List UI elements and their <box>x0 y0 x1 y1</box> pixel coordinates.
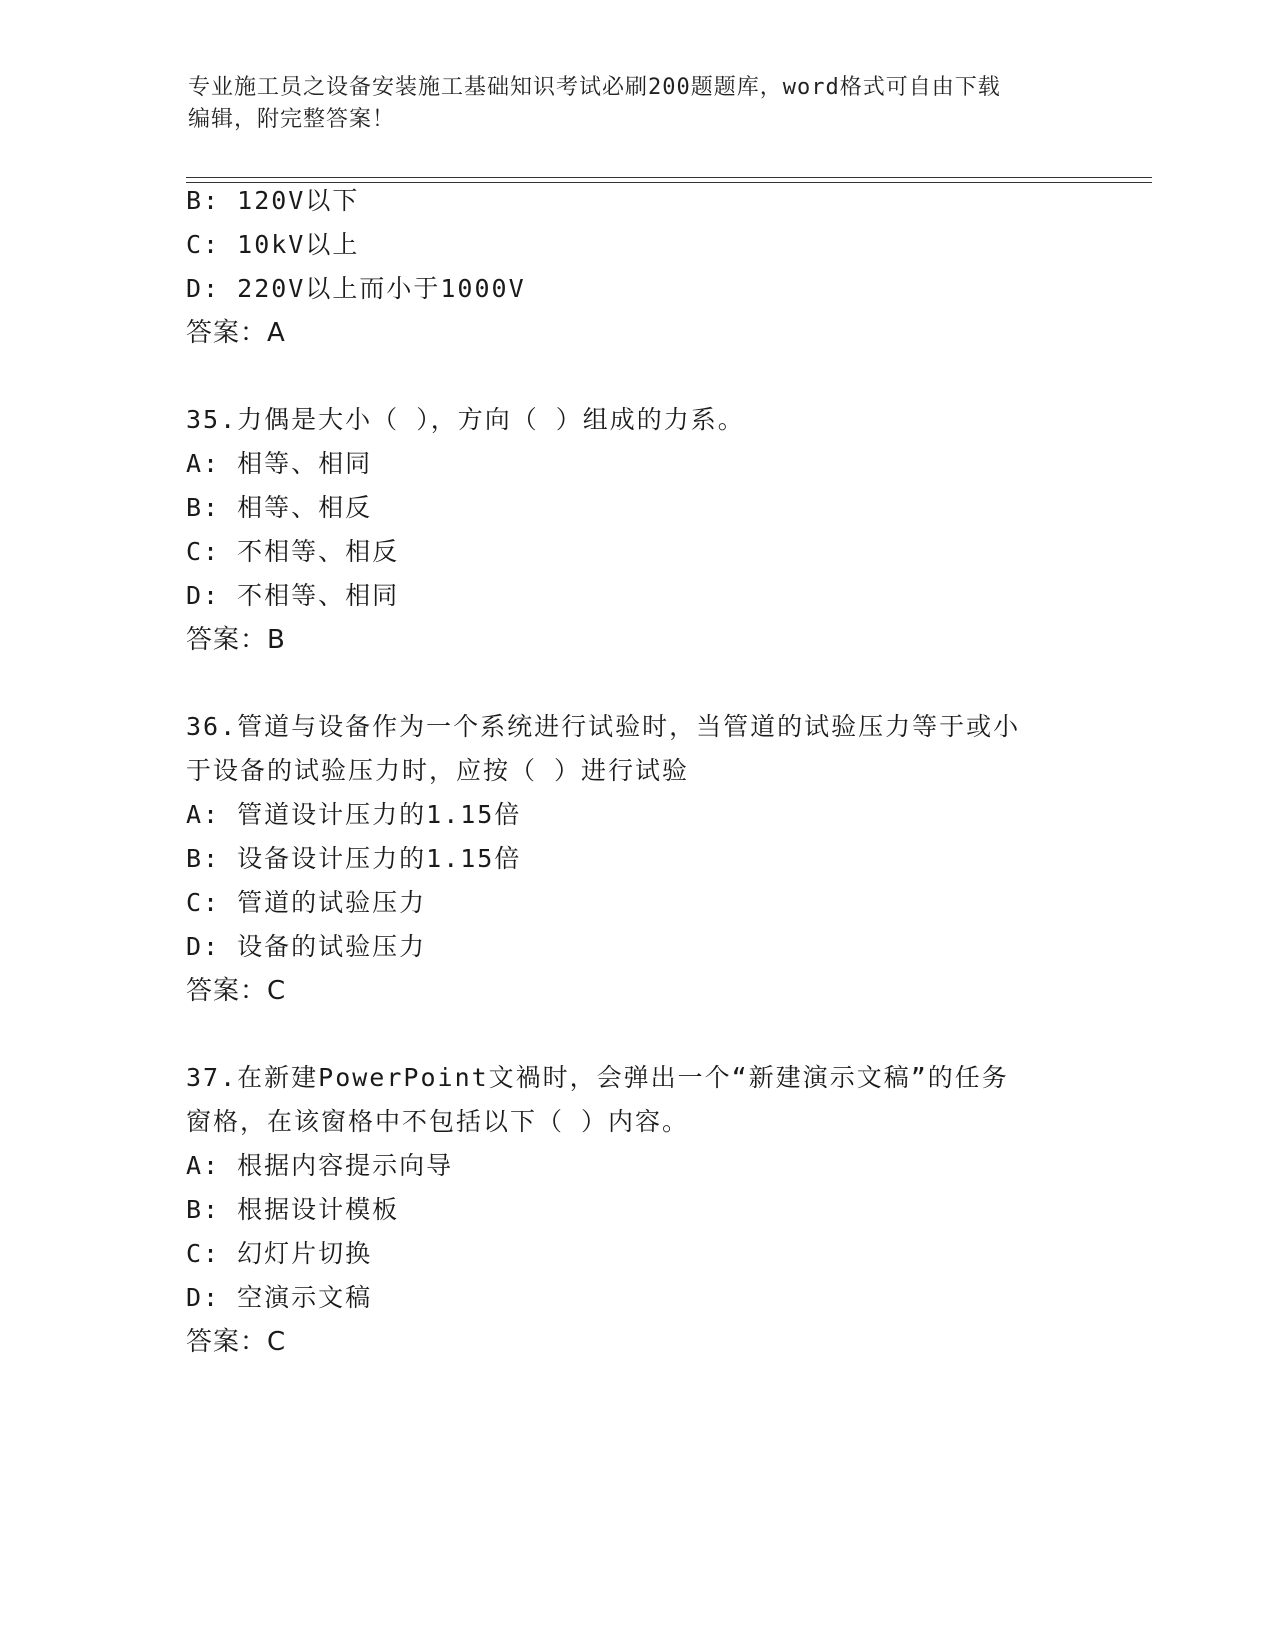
header-divider-top <box>186 177 1152 178</box>
header-divider-bottom <box>186 182 1152 183</box>
header-title-line-2: 编辑，附完整答案！ <box>188 107 396 132</box>
q34-option-c: C: 10kV以上 <box>186 230 360 259</box>
q37-option-a: A: 根据内容提示向导 <box>186 1151 454 1180</box>
q37-option-c: C: 幻灯片切换 <box>186 1239 373 1268</box>
q37-option-b: B: 根据设计模板 <box>186 1195 400 1224</box>
q36-stem-line-1: 36.管道与设备作为一个系统进行试验时，当管道的试验压力等于或小 <box>186 712 1021 741</box>
q35-option-b: B: 相等、相反 <box>186 493 373 522</box>
page-header <box>188 72 1068 136</box>
q36-stem-line-2: 于设备的试验压力时，应按（ ）进行试验 <box>186 756 690 785</box>
q34-option-d: D: 220V以上而小于1000V <box>186 274 526 303</box>
q35-option-a: A: 相等、相同 <box>186 449 373 478</box>
q36-answer: 答案：C <box>186 976 287 1006</box>
header-title-line-1: 专业施工员之设备安装施工基础知识考试必刷200题题库，word格式可自由下载 <box>188 75 1001 100</box>
q35-option-c: C: 不相等、相反 <box>186 537 400 566</box>
q35-stem: 35.力偶是大小（ ），方向（ ）组成的力系。 <box>186 405 745 434</box>
q36-option-c: C: 管道的试验压力 <box>186 888 427 917</box>
q35-answer: 答案：B <box>186 625 286 655</box>
q36-option-b: B: 设备设计压力的1.15倍 <box>186 844 522 873</box>
q37-stem-line-2: 窗格，在该窗格中不包括以下（ ）内容。 <box>186 1107 690 1136</box>
q36-option-d: D: 设备的试验压力 <box>186 932 427 961</box>
q35-option-d: D: 不相等、相同 <box>186 581 400 610</box>
q37-option-d: D: 空演示文稿 <box>186 1283 373 1312</box>
q34-answer: 答案：A <box>186 318 286 348</box>
q37-stem-line-1: 37.在新建PowerPoint文禍时，会弹出一个“新建演示文稿”的任务 <box>186 1063 1009 1092</box>
q37-answer: 答案：C <box>186 1327 287 1357</box>
q36-option-a: A: 管道设计压力的1.15倍 <box>186 800 522 829</box>
q34-option-b: B: 120V以下 <box>186 186 360 215</box>
